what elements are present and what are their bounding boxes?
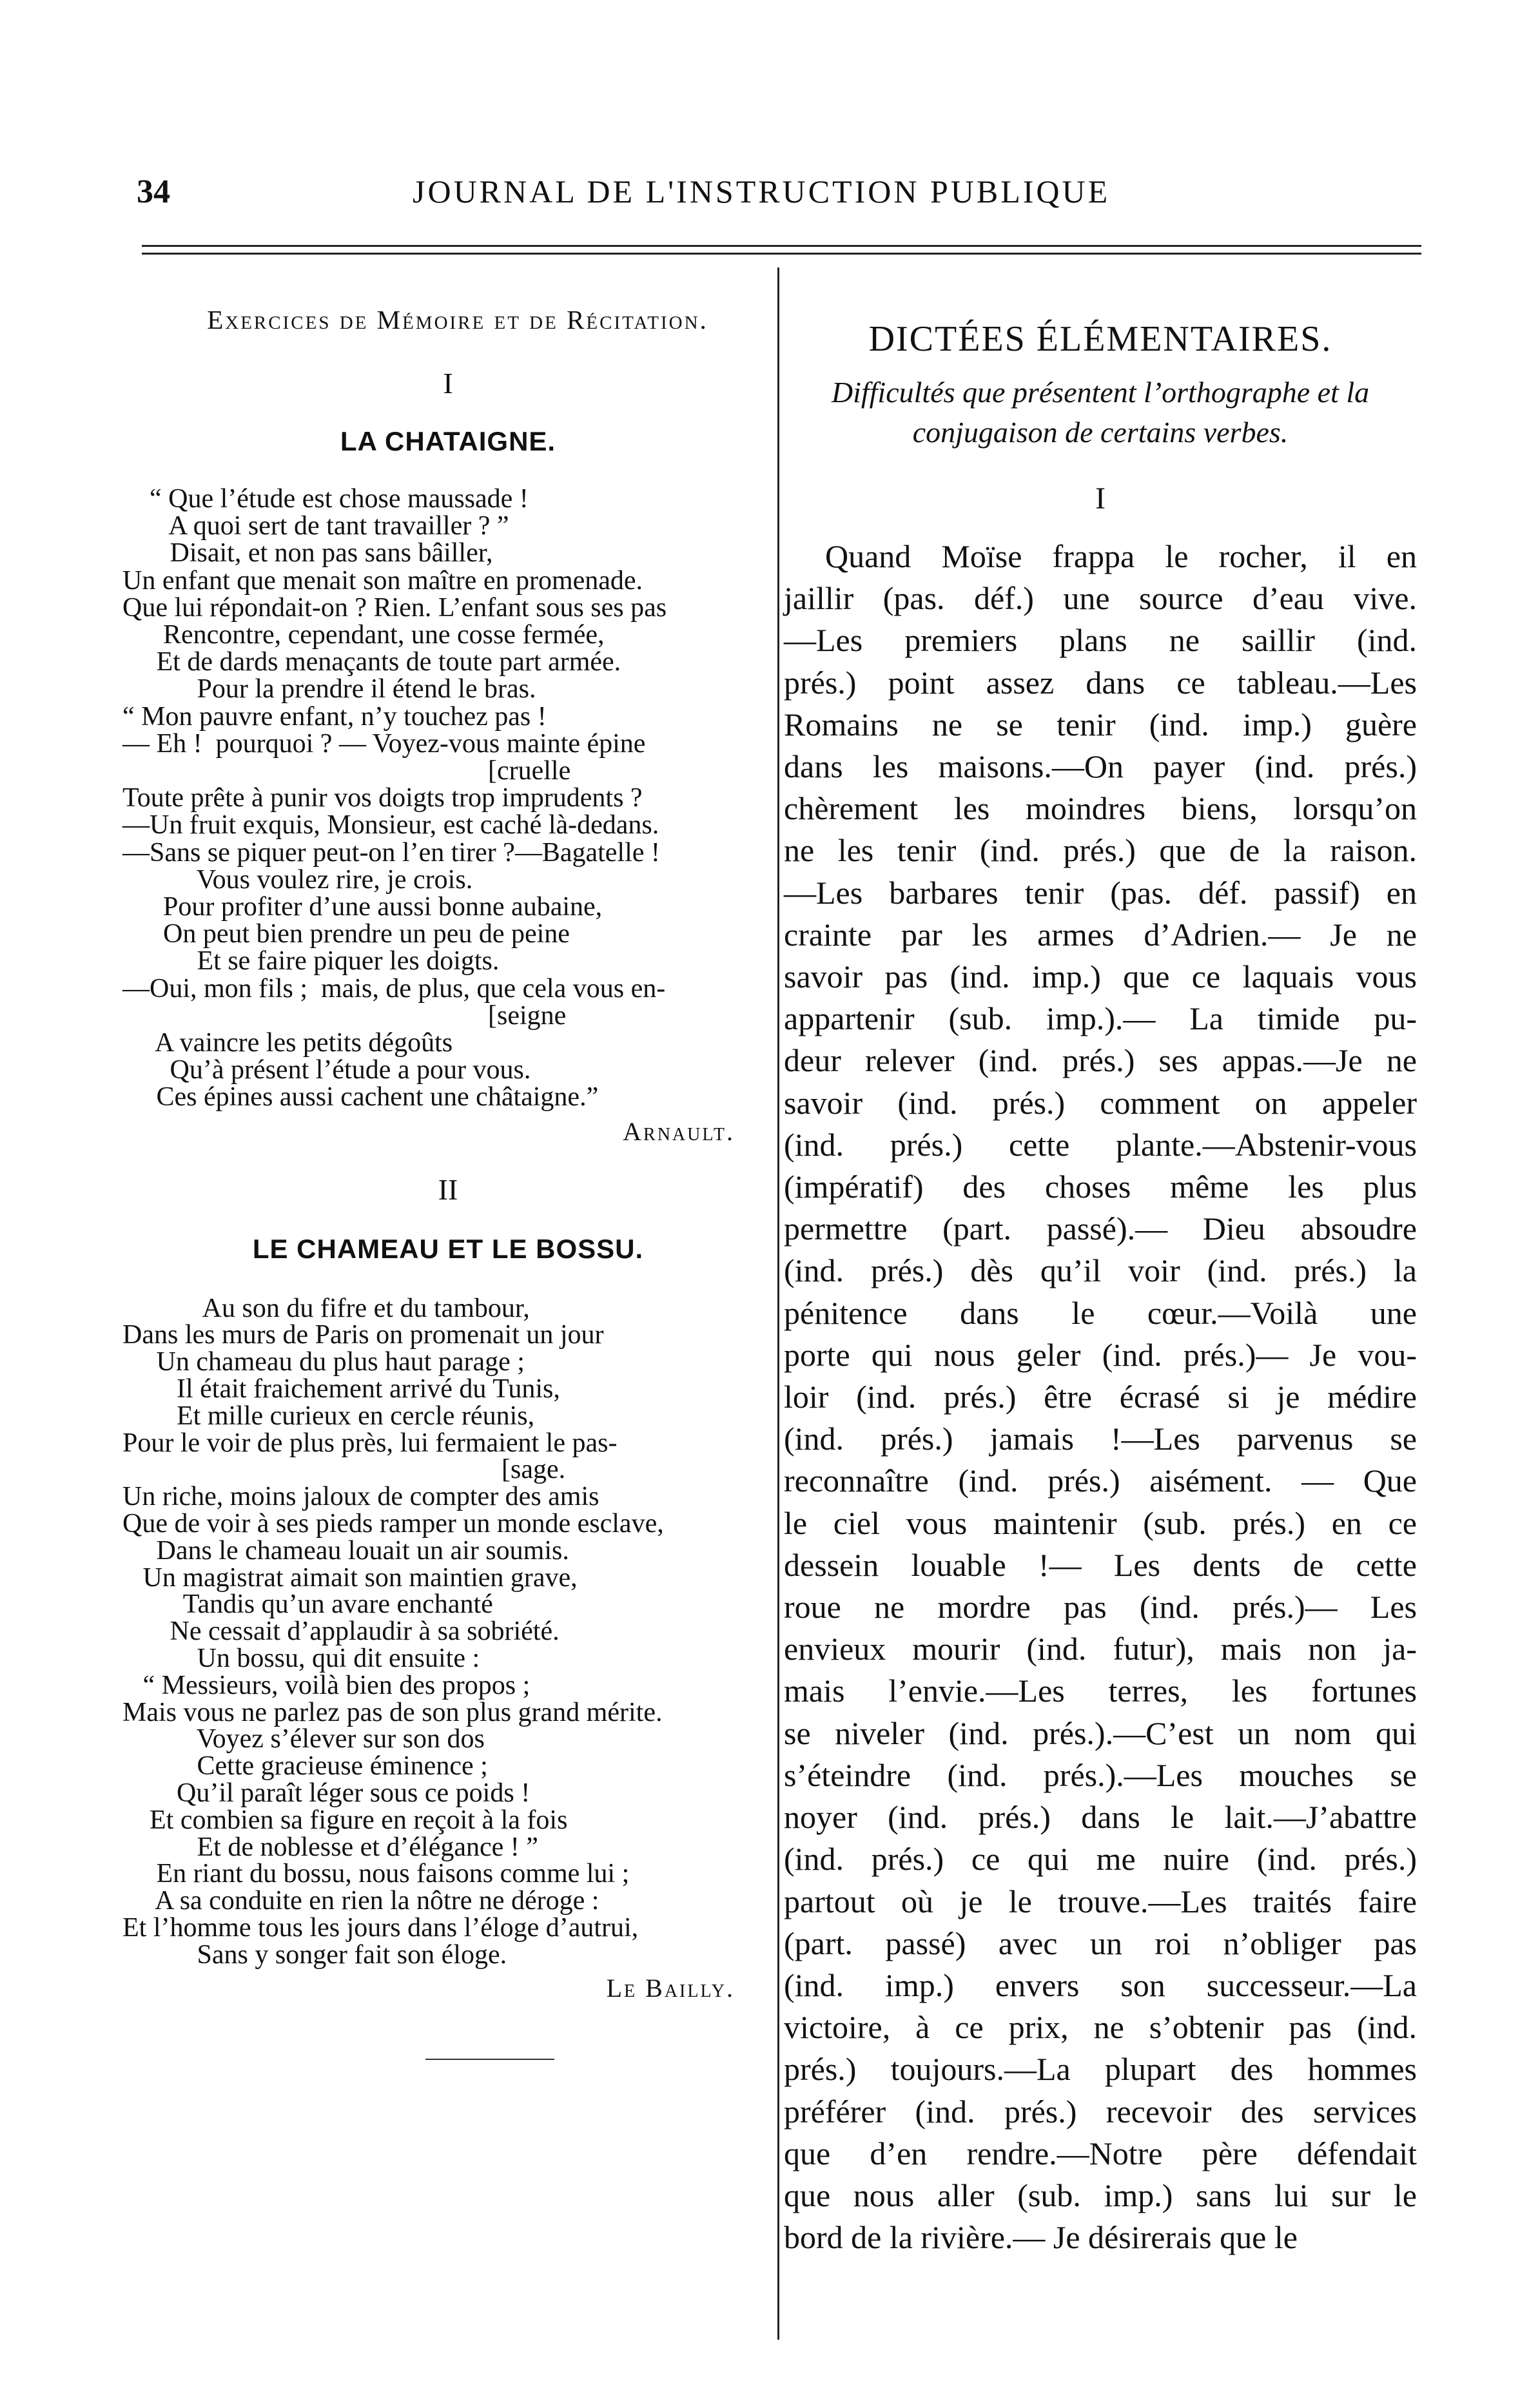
verse-line: “ Que l’étude est chose maussade ! — [122, 484, 529, 514]
verse-line: Qu’il paraît léger sous ce poids ! — [122, 1778, 531, 1809]
body-line: dessein louable !— Les dents de cette — [784, 1546, 1417, 1583]
verse-line: A vaincre les petits dégoûts — [122, 1028, 453, 1058]
body-line: pénitence dans le cœur.—Voilà une — [784, 1294, 1417, 1331]
verse-line: Un enfant que menait son maître en promenade. — [122, 565, 643, 596]
verse-line: Sans y songer fait son éloge. — [122, 1939, 507, 1970]
verse-line: —Un fruit exquis, Monsieur, est caché là-dedans. — [122, 810, 659, 840]
verse-line: —Oui, mon fils ; mais, de plus, que cela vous en- — [122, 973, 666, 1004]
body-line: que d’en rendre.—Notre père défendait — [784, 2135, 1417, 2171]
verse-line: A sa conduite en rien la nôtre ne déroge : — [122, 1886, 599, 1916]
verse-line: Et combien sa figure en reçoit à la fois — [122, 1805, 568, 1835]
poem1-number: I — [443, 367, 453, 400]
verse-line: Disait, et non pas sans bâiller, — [122, 538, 493, 568]
verse-line: [seigne — [122, 1000, 567, 1031]
body-line: —Les premiers plans ne saillir (ind. — [784, 622, 1417, 659]
poem2-number: II — [438, 1172, 458, 1206]
header-rule — [142, 245, 1421, 247]
body-line: (impératif) des choses même les plus — [784, 1169, 1417, 1205]
body-line: crainte par les armes d’Adrien.— Je ne — [784, 916, 1417, 953]
body-line: noyer (ind. prés.) dans le lait.—J’abattre — [784, 1799, 1417, 1836]
dictees-subtitle-line: Difficultés que présentent l’orthographe et la — [831, 376, 1370, 409]
poem1-author: Arnault. — [623, 1116, 735, 1146]
dictees-title: DICTÉES ÉLÉMENTAIRES. — [868, 319, 1332, 359]
verse-line: Un magistrat aimait son maintien grave, — [122, 1562, 578, 1593]
verse-line: Un riche, moins jaloux de compter des amis — [122, 1482, 599, 1512]
verse-line: Cette gracieuse éminence ; — [122, 1751, 488, 1782]
header-rule-double — [142, 253, 1421, 255]
verse-line: A quoi sert de tant travailler ? ” — [122, 511, 509, 541]
body-line: (part. passé) avec un roi n’obliger pas — [784, 1925, 1417, 1961]
verse-line: “ Messieurs, voilà bien des propos ; — [122, 1670, 531, 1700]
verse-line: Vous voulez rire, je crois. — [122, 864, 473, 895]
section-heading: Exercices de Mémoire et de Récitation. — [207, 305, 708, 335]
verse-line: Pour profiter d’une aussi bonne aubaine, — [122, 892, 603, 922]
verse-line: “ Mon pauvre enfant, n’y touchez pas ! — [122, 701, 547, 732]
verse-line: Ces épines aussi cachent une châtaigne.” — [122, 1082, 599, 1112]
body-line: deur relever (ind. prés.) ses appas.—Je ne — [784, 1042, 1417, 1079]
body-line: Quand Moïse frappa le rocher, il en — [825, 538, 1417, 574]
poem2-verse — [122, 1293, 774, 1970]
poem1-verse — [122, 485, 774, 1111]
body-line: —Les barbares tenir (pas. déf. passif) en — [784, 874, 1417, 911]
verse-line: Que lui répondait-on ? Rien. L’enfant sous ses pas — [122, 592, 667, 623]
verse-line: Un chameau du plus haut parage ; — [122, 1347, 525, 1377]
body-line: (ind. imp.) envers son successeur.—La — [784, 1966, 1417, 2003]
verse-line: Mais vous ne parlez pas de son plus grand mérite. — [122, 1697, 663, 1727]
dictees-subtitle — [781, 373, 1419, 452]
right-column — [781, 304, 1419, 2258]
body-line: jaillir (pas. déf.) une source d’eau vive. — [784, 580, 1417, 617]
body-line: préférer (ind. prés.) recevoir des services — [784, 2093, 1417, 2130]
body-line: envieux mourir (ind. futur), mais non ja- — [784, 1631, 1417, 1667]
verse-line: Que de voir à ses pieds ramper un monde esclave, — [122, 1509, 664, 1539]
journal-title: JOURNAL DE L'INSTRUCTION PUBLIQUE — [413, 173, 1111, 209]
body-line: victoire, à ce prix, ne s’obtenir pas (ind. — [784, 2009, 1417, 2046]
body-line: Romains ne se tenir (ind. imp.) guère — [784, 706, 1417, 743]
verse-line: Qu’à présent l’étude a pour vous. — [122, 1055, 531, 1085]
body-line: loir (ind. prés.) être écrasé si je médire — [784, 1379, 1417, 1415]
poem2-title: LE CHAMEAU ET LE BOSSU. — [252, 1233, 644, 1264]
verse-line: —Sans se piquer peut-on l’en tirer ?—Bagatelle ! — [122, 837, 660, 868]
verse-line: — Eh ! pourquoi ? — Voyez-vous mainte épine — [122, 728, 646, 759]
verse-line: Voyez s’élever sur son dos — [122, 1724, 485, 1754]
body-line: roue ne mordre pas (ind. prés.)— Les — [784, 1589, 1417, 1626]
verse-line: [cruelle — [122, 756, 571, 786]
page-header — [0, 173, 1520, 224]
body-line: appartenir (sub. imp.).— La timide pu- — [784, 1000, 1417, 1037]
verse-line: En riant du bossu, nous faisons comme lui ; — [122, 1859, 630, 1889]
verse-line: Et se faire piquer les doigts. — [122, 946, 500, 976]
body-line: permettre (part. passé).— Dieu absoudre — [784, 1210, 1417, 1247]
body-line: se niveler (ind. prés.).—C’est un nom qui — [784, 1714, 1417, 1751]
dictees-number: I — [1095, 481, 1106, 516]
body-line: porte qui nous geler (ind. prés.)— Je vou- — [784, 1336, 1417, 1373]
left-column — [122, 304, 774, 2060]
verse-line: Et l’homme tous les jours dans l’éloge d’autrui, — [122, 1913, 639, 1943]
verse-line: Rencontre, cependant, une cosse fermée, — [122, 620, 605, 650]
verse-line: Dans les murs de Paris on promenait un jour — [122, 1320, 604, 1350]
body-line: prés.) point assez dans ce tableau.—Les — [784, 664, 1417, 701]
body-line: s’éteindre (ind. prés.).—Les mouches se — [784, 1756, 1417, 1793]
body-line: savoir pas (ind. imp.) que ce laquais vous — [784, 958, 1417, 995]
verse-line: Un bossu, qui dit ensuite : — [122, 1644, 480, 1674]
verse-line: Pour le voir de plus près, lui fermaient le pas- — [122, 1428, 618, 1458]
body-line: ne les tenir (ind. prés.) que de la raison. — [784, 832, 1417, 869]
end-rule — [425, 2059, 554, 2060]
verse-line: On peut bien prendre un peu de peine — [122, 919, 570, 949]
body-line: le ciel vous maintenir (sub. prés.) en ce — [784, 1504, 1417, 1541]
verse-line: Il était fraichement arrivé du Tunis, — [122, 1374, 560, 1404]
verse-line: [sage. — [122, 1455, 566, 1485]
verse-line: Et mille curieux en cercle réunis, — [122, 1401, 535, 1431]
body-line: prés.) toujours.—La plupart des hommes — [784, 2051, 1417, 2088]
verse-line: Toute prête à punir vos doigts trop imprudents ? — [122, 783, 643, 813]
column-divider — [777, 267, 779, 2340]
page-number: 34 — [137, 173, 170, 210]
body-line: (ind. prés.) jamais !—Les parvenus se — [784, 1421, 1417, 1457]
verse-line: Dans le chameau louait un air soumis. — [122, 1535, 569, 1566]
verse-line: Et de dards menaçants de toute part armée. — [122, 647, 621, 677]
body-line: partout où je le trouve.—Les traités faire — [784, 1883, 1417, 1919]
body-line: bord de la rivière.— Je désirerais que le — [784, 2219, 1298, 2256]
verse-line: Tandis qu’un avare enchanté — [122, 1589, 493, 1620]
poem2-author: Le Bailly. — [606, 1973, 735, 2003]
body-line: mais l’envie.—Les terres, les fortunes — [784, 1673, 1417, 1709]
verse-line: Pour la prendre il étend le bras. — [122, 674, 536, 704]
body-line: savoir (ind. prés.) comment on appeler — [784, 1084, 1417, 1121]
body-line: reconnaître (ind. prés.) aisément. — Que — [784, 1462, 1417, 1499]
body-line: (ind. prés.) dès qu’il voir (ind. prés.) la — [784, 1252, 1417, 1289]
verse-line: Ne cessait d’applaudir à sa sobriété. — [122, 1617, 560, 1647]
dictees-subtitle-line: conjugaison de certains verbes. — [912, 416, 1289, 449]
body-line: chèrement les moindres biens, lorsqu’on — [784, 790, 1417, 827]
body-line: (ind. prés.) ce qui me nuire (ind. prés.) — [784, 1841, 1417, 1878]
body-line: (ind. prés.) cette plante.—Abstenir-vous — [784, 1126, 1417, 1163]
body-line: dans les maisons.—On payer (ind. prés.) — [784, 748, 1417, 785]
dictees-body — [781, 536, 1419, 2258]
verse-line: Au son du fifre et du tambour, — [122, 1293, 530, 1323]
verse-line: Et de noblesse et d’élégance ! ” — [122, 1832, 538, 1862]
poem1-title: LA CHATAIGNE. — [340, 426, 556, 456]
body-line: que nous aller (sub. imp.) sans lui sur le — [784, 2177, 1417, 2213]
